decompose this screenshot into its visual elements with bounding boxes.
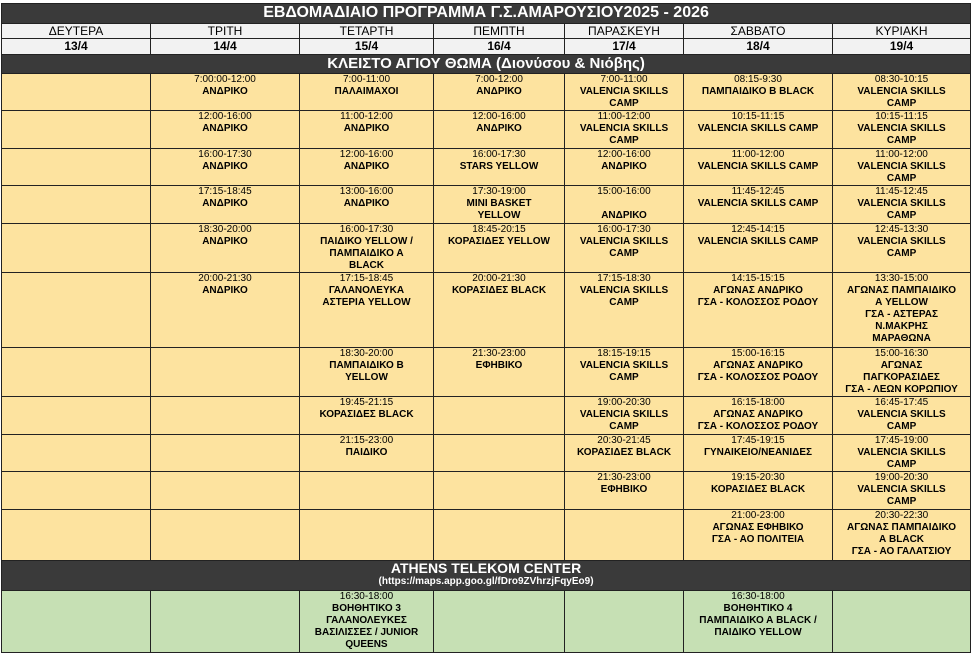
slot-event: VALENCIA SKILLS CAMP [857, 161, 946, 184]
schedule-slot [434, 186, 565, 224]
slot-time: 16:00-17:30 [597, 224, 651, 235]
schedule-row [2, 397, 971, 435]
slot-time: 13:30-15:00 [874, 273, 929, 284]
venue-map-link[interactable]: (https://maps.app.goo.gl/fDro9ZVhrzjFqyEo9) [378, 576, 594, 587]
slot-time: 17:15-18:45 [198, 186, 252, 197]
slot-event: ΕΦΗΒΙΚΟ [475, 360, 523, 371]
slot-event: ΚΟΡΑΣΙΔΕΣ BLACK [710, 484, 806, 495]
schedule-slot [300, 348, 434, 397]
schedule-slot [300, 74, 434, 111]
slot-time: 20:00-21:30 [472, 273, 526, 284]
slot-event: VALENCIA SKILLS CAMP [857, 86, 946, 109]
slot-event: ΑΝΔΡΙΚΟ [343, 123, 390, 134]
empty-slot [2, 149, 151, 186]
schedule-row [2, 472, 971, 510]
slot-time: 7:00-12:00 [475, 74, 523, 85]
slot-time: 15:00-16:15 [731, 348, 785, 359]
slot-time: 18:30-20:00 [339, 348, 394, 359]
schedule-row [2, 273, 971, 348]
slot-event: VALENCIA SKILLS CAMP [697, 123, 819, 134]
empty-slot [2, 273, 151, 348]
schedule-slot [833, 472, 971, 510]
schedule-slot [684, 149, 833, 186]
schedule-slot [833, 74, 971, 111]
schedule-row [2, 186, 971, 224]
slot-event: VALENCIA SKILLS CAMP [857, 447, 946, 470]
slot-time: 11:45-12:45 [875, 186, 928, 197]
slot-event: VALENCIA SKILLS CAMP [697, 198, 819, 209]
empty-slot [151, 472, 300, 510]
schedule-row [2, 224, 971, 273]
slot-event: ΑΝΔΡΙΚΟ [476, 86, 522, 97]
schedule-slot [684, 348, 833, 397]
slot-event: ΒΟΗΘΗΤΙΚΟ 3 ΓΑΛΑΝΟΛΕΥΚΕΣ ΒΑΣΙΛΙΣΣΕΣ / JUNIOR QUEENS [314, 603, 419, 650]
slot-time: 21:30-23:00 [597, 472, 651, 483]
slot-time: 15:00-16:00 [597, 186, 651, 197]
slot-time: 18:45-20:15 [472, 224, 526, 235]
empty-slot [2, 472, 151, 510]
schedule-title: ΕΒΔΟΜΑΔΙΑΙΟ ΠΡΟΓΡΑΜΜΑ Γ.Σ.ΑΜΑΡΟΥΣΙΟΥ2025 - 2026 [2, 4, 971, 24]
empty-slot [2, 591, 151, 653]
empty-slot [2, 111, 151, 149]
schedule-slot [565, 224, 684, 273]
schedule-slot [833, 186, 971, 224]
slot-time: 12:45-13:30 [874, 224, 929, 235]
slot-time: 20:00-21:30 [198, 273, 252, 284]
empty-slot [434, 510, 565, 561]
slot-time: 15:00-16:30 [874, 348, 929, 359]
day-name: ΠΑΡΑΣΚΕΥΗ [565, 24, 684, 39]
day-date: 13/4 [2, 39, 151, 55]
schedule-slot [684, 397, 833, 435]
schedule-slot [565, 186, 684, 224]
slot-time: 19:00-20:30 [597, 397, 651, 408]
slot-time: 16:15-18:00 [731, 397, 785, 408]
slot-time: 12:00-16:00 [339, 149, 394, 160]
empty-slot [151, 435, 300, 472]
schedule-row [2, 510, 971, 561]
empty-slot [2, 397, 151, 435]
day-date: 19/4 [833, 39, 971, 55]
empty-slot [2, 348, 151, 397]
schedule-slot [684, 273, 833, 348]
slot-time: 20:30-22:30 [874, 510, 929, 521]
slot-event: ΑΝΔΡΙΚΟ [202, 198, 248, 209]
day-date: 18/4 [684, 39, 833, 55]
slot-event: ΑΝΔΡΙΚΟ [202, 123, 248, 134]
slot-time: 12:00-16:00 [198, 111, 252, 122]
schedule-slot [434, 74, 565, 111]
empty-slot [151, 397, 300, 435]
schedule-slot [151, 74, 300, 111]
schedule-slot [833, 348, 971, 397]
schedule-row [2, 591, 971, 653]
schedule-slot [684, 224, 833, 273]
slot-event: VALENCIA SKILLS CAMP [857, 484, 946, 507]
slot-time: 21:00-23:00 [731, 510, 785, 521]
slot-event: VALENCIA SKILLS CAMP [579, 123, 669, 146]
day-name: ΠΕΜΠΤΗ [434, 24, 565, 39]
slot-time: 12:00-16:00 [472, 111, 526, 122]
schedule-slot [300, 435, 434, 472]
day-name: ΤΕΤΑΡΤΗ [300, 24, 434, 39]
day-date: 14/4 [151, 39, 300, 55]
slot-time: 13:00-16:00 [339, 186, 394, 197]
venue-header-agios-thomas: ΚΛΕΙΣΤΟ ΑΓΙΟΥ ΘΩΜΑ (Διονύσου & Νιόβης) [2, 55, 971, 74]
slot-time: 21:15-23:00 [339, 435, 394, 446]
slot-time: 7:00-11:00 [600, 74, 648, 85]
slot-event: ΑΝΔΡΙΚΟ [202, 236, 248, 247]
slot-event: ΠΑΜΠΑΙΔΙΚΟ Β BLACK [701, 86, 815, 97]
schedule-row [2, 435, 971, 472]
schedule-slot [565, 397, 684, 435]
slot-time: 11:00-12:00 [731, 149, 785, 160]
venue-name: ATHENS TELEKOM CENTER [390, 560, 582, 576]
venue-header-telekom-center [2, 561, 971, 591]
schedule-slot [300, 186, 434, 224]
slot-time: 17:45-19:00 [874, 435, 929, 446]
slot-event: ΚΟΡΑΣΙΔΕΣ YELLOW [448, 236, 550, 247]
slot-event: ΑΓΩΝΑΣ ΠΑΜΠΑΙΔΙΚΟ Α BLACK ΓΣΑ - ΑΟ ΓΑΛΑΤΣΙΟΥ [847, 522, 957, 557]
slot-event: ΠΑΙΔΙΚΟ YELLOW / ΠΑΜΠΑΙΔΙΚΟ Α BLACK [320, 236, 413, 271]
slot-event: ΑΝΔΡΙΚΟ [601, 210, 647, 221]
schedule-slot [434, 273, 565, 348]
schedule-slot [833, 510, 971, 561]
day-name: ΔΕΥΤΕΡΑ [2, 24, 151, 39]
schedule-slot [151, 273, 300, 348]
slot-time: 7:00:00-12:00 [194, 74, 256, 85]
schedule-slot [833, 435, 971, 472]
slot-event: ΠΑΛΑΙΜΑΧΟΙ [334, 86, 399, 97]
slot-time: 16:30-18:00 [339, 591, 394, 602]
slot-time: 16:30-18:00 [731, 591, 785, 602]
slot-event: ΑΓΩΝΑΣ ΠΑΓΚΟΡΑΣΙΔΕΣ ΓΣΑ - ΛΕΩΝ ΚΟΡΩΠΙΟΥ [845, 360, 958, 395]
empty-slot [434, 591, 565, 653]
slot-time: 19:00-20:30 [874, 472, 929, 483]
schedule-slot [684, 74, 833, 111]
slot-time: 16:00-17:30 [472, 149, 526, 160]
empty-slot [434, 397, 565, 435]
slot-time: 7:00-11:00 [342, 74, 391, 85]
schedule-slot [833, 149, 971, 186]
schedule-table [1, 3, 971, 653]
slot-time: 11:00-12:00 [340, 111, 393, 122]
schedule-slot [300, 111, 434, 149]
slot-event: VALENCIA SKILLS CAMP [857, 409, 946, 432]
schedule-slot [300, 224, 434, 273]
slot-event: STARS YELLOW [459, 161, 539, 172]
schedule-slot [684, 472, 833, 510]
slot-time: 11:00-12:00 [875, 149, 928, 160]
slot-event: ΑΓΩΝΑΣ ΕΦΗΒΙΚΟ ΓΣΑ - ΑΟ ΠΟΛΙΤΕΙΑ [711, 522, 805, 545]
slot-event: ΑΝΔΡΙΚΟ [202, 285, 248, 296]
empty-slot [2, 186, 151, 224]
slot-event: ΚΟΡΑΣΙΔΕΣ BLACK [451, 285, 547, 296]
schedule-slot [684, 591, 833, 653]
slot-event: ΑΝΔΡΙΚΟ [202, 161, 248, 172]
slot-event: VALENCIA SKILLS CAMP [697, 236, 819, 247]
empty-slot [300, 510, 434, 561]
schedule-slot [434, 224, 565, 273]
slot-event: ΠΑΜΠΑΙΔΙΚΟ Β YELLOW [329, 360, 404, 383]
slot-time: 20:30-21:45 [597, 435, 651, 446]
day-name: ΤΡΙΤΗ [151, 24, 300, 39]
schedule-slot [434, 111, 565, 149]
slot-time: 08:15-9:30 [734, 74, 782, 85]
slot-event: ΓΥΝΑΙΚΕΙΟ/ΝΕΑΝΙΔΕΣ [703, 447, 813, 458]
empty-slot [2, 224, 151, 273]
slot-time: 21:30-23:00 [472, 348, 526, 359]
slot-event: ΒΟΗΘΗΤΙΚΟ 4 ΠΑΜΠΑΙΔΙΚΟ Α BLACK / ΠΑΙΔΙΚΟ YELLOW [699, 603, 817, 638]
slot-time: 14:15-15:15 [731, 273, 785, 284]
slot-event: ΠΑΙΔΙΚΟ [345, 447, 388, 458]
slot-event: VALENCIA SKILLS CAMP [857, 236, 946, 259]
slot-event: VALENCIA SKILLS CAMP [579, 409, 669, 432]
slot-time: 10:15-11:15 [875, 111, 928, 122]
empty-slot [565, 591, 684, 653]
slot-event: VALENCIA SKILLS CAMP [579, 360, 669, 383]
empty-slot [2, 74, 151, 111]
schedule-slot [684, 186, 833, 224]
day-dates-row [2, 39, 971, 55]
schedule-slot [151, 186, 300, 224]
slot-time: 12:00-16:00 [597, 149, 651, 160]
slot-time: 17:30-19:00 [472, 186, 526, 197]
slot-event: ΑΝΔΡΙΚΟ [601, 161, 647, 172]
slot-event: ΚΟΡΑΣΙΔΕΣ BLACK [319, 409, 414, 420]
slot-time: 08:30-10:15 [874, 74, 929, 85]
schedule-slot [833, 273, 971, 348]
schedule-slot [833, 224, 971, 273]
schedule-row [2, 74, 971, 111]
slot-event: VALENCIA SKILLS CAMP [579, 285, 669, 308]
slot-time: 17:15-18:30 [597, 273, 651, 284]
slot-time: 19:15-20:30 [731, 472, 785, 483]
day-name: ΣΑΒΒΑΤΟ [684, 24, 833, 39]
slot-event: VALENCIA SKILLS CAMP [579, 86, 669, 109]
schedule-slot [833, 397, 971, 435]
schedule-slot [565, 348, 684, 397]
schedule-slot [565, 472, 684, 510]
slot-event: ΓΑΛΑΝΟΛΕΥΚΑ ΑΣΤΕΡΙΑ YELLOW [322, 285, 411, 308]
slot-event: ΚΟΡΑΣΙΔΕΣ BLACK [576, 447, 672, 458]
empty-slot [151, 591, 300, 653]
slot-time: 18:15-19:15 [597, 348, 651, 359]
slot-time: 16:00-17:30 [339, 224, 394, 235]
schedule-slot [684, 111, 833, 149]
schedule-slot [300, 397, 434, 435]
day-date: 17/4 [565, 39, 684, 55]
slot-time: 10:15-11:15 [731, 111, 785, 122]
schedule-slot [565, 111, 684, 149]
schedule-slot [565, 149, 684, 186]
schedule-slot [300, 149, 434, 186]
slot-event: ΑΓΩΝΑΣ ΑΝΔΡΙΚΟ ΓΣΑ - ΚΟΛΟΣΣΟΣ ΡΟΔΟΥ [697, 360, 819, 383]
schedule-slot [565, 435, 684, 472]
day-date: 15/4 [300, 39, 434, 55]
schedule-slot [300, 591, 434, 653]
slot-event: ΕΦΗΒΙΚΟ [600, 484, 648, 495]
slot-event: MINI BASKET YELLOW [466, 198, 532, 221]
empty-slot [565, 510, 684, 561]
schedule-slot [151, 149, 300, 186]
schedule-row [2, 348, 971, 397]
slot-time: 17:15-18:45 [339, 273, 394, 284]
slot-event: ΑΝΔΡΙΚΟ [343, 161, 390, 172]
day-date: 16/4 [434, 39, 565, 55]
empty-slot [434, 435, 565, 472]
schedule-slot [565, 74, 684, 111]
schedule-slot [151, 224, 300, 273]
slot-event: ΑΓΩΝΑΣ ΠΑΜΠΑΙΔΙΚΟ Α YELLOW ΓΣΑ - ΑΣΤΕΡΑΣ Ν.ΜΑΚΡΗΣ ΜΑΡΑΘΩΝΑ [847, 285, 957, 344]
slot-event: ΑΓΩΝΑΣ ΑΝΔΡΙΚΟ ΓΣΑ - ΚΟΛΟΣΣΟΣ ΡΟΔΟΥ [697, 285, 819, 308]
schedule-slot [434, 348, 565, 397]
schedule-slot [833, 111, 971, 149]
slot-time: 16:45-17:45 [874, 397, 929, 408]
schedule-slot [684, 510, 833, 561]
slot-event: ΑΝΔΡΙΚΟ [476, 123, 522, 134]
slot-time: 16:00-17:30 [198, 149, 252, 160]
empty-slot [2, 510, 151, 561]
empty-slot [434, 472, 565, 510]
slot-time: 18:30-20:00 [198, 224, 252, 235]
schedule-row [2, 111, 971, 149]
day-name: ΚΥΡΙΑΚΗ [833, 24, 971, 39]
slot-event: ΑΓΩΝΑΣ ΑΝΔΡΙΚΟ ΓΣΑ - ΚΟΛΟΣΣΟΣ ΡΟΔΟΥ [697, 409, 819, 432]
slot-event: VALENCIA SKILLS CAMP [697, 161, 819, 172]
slot-event: VALENCIA SKILLS CAMP [857, 198, 946, 221]
empty-slot [151, 510, 300, 561]
slot-time: 17:45-19:15 [731, 435, 785, 446]
day-names-row [2, 24, 971, 39]
schedule-row [2, 149, 971, 186]
schedule-slot [300, 273, 434, 348]
empty-slot [300, 472, 434, 510]
schedule-slot [151, 111, 300, 149]
empty-slot [833, 591, 971, 653]
schedule-slot [565, 273, 684, 348]
slot-time: 11:45-12:45 [731, 186, 785, 197]
slot-event: VALENCIA SKILLS CAMP [857, 123, 946, 146]
slot-event: ΑΝΔΡΙΚΟ [343, 198, 390, 209]
empty-slot [2, 435, 151, 472]
schedule-slot [434, 149, 565, 186]
slot-event: VALENCIA SKILLS CAMP [579, 236, 669, 259]
empty-slot [151, 348, 300, 397]
slot-time: 11:00-12:00 [597, 111, 651, 122]
schedule-slot [684, 435, 833, 472]
slot-time: 19:45-21:15 [339, 397, 394, 408]
slot-event: ΑΝΔΡΙΚΟ [202, 86, 248, 97]
slot-time: 12:45-14:15 [731, 224, 785, 235]
